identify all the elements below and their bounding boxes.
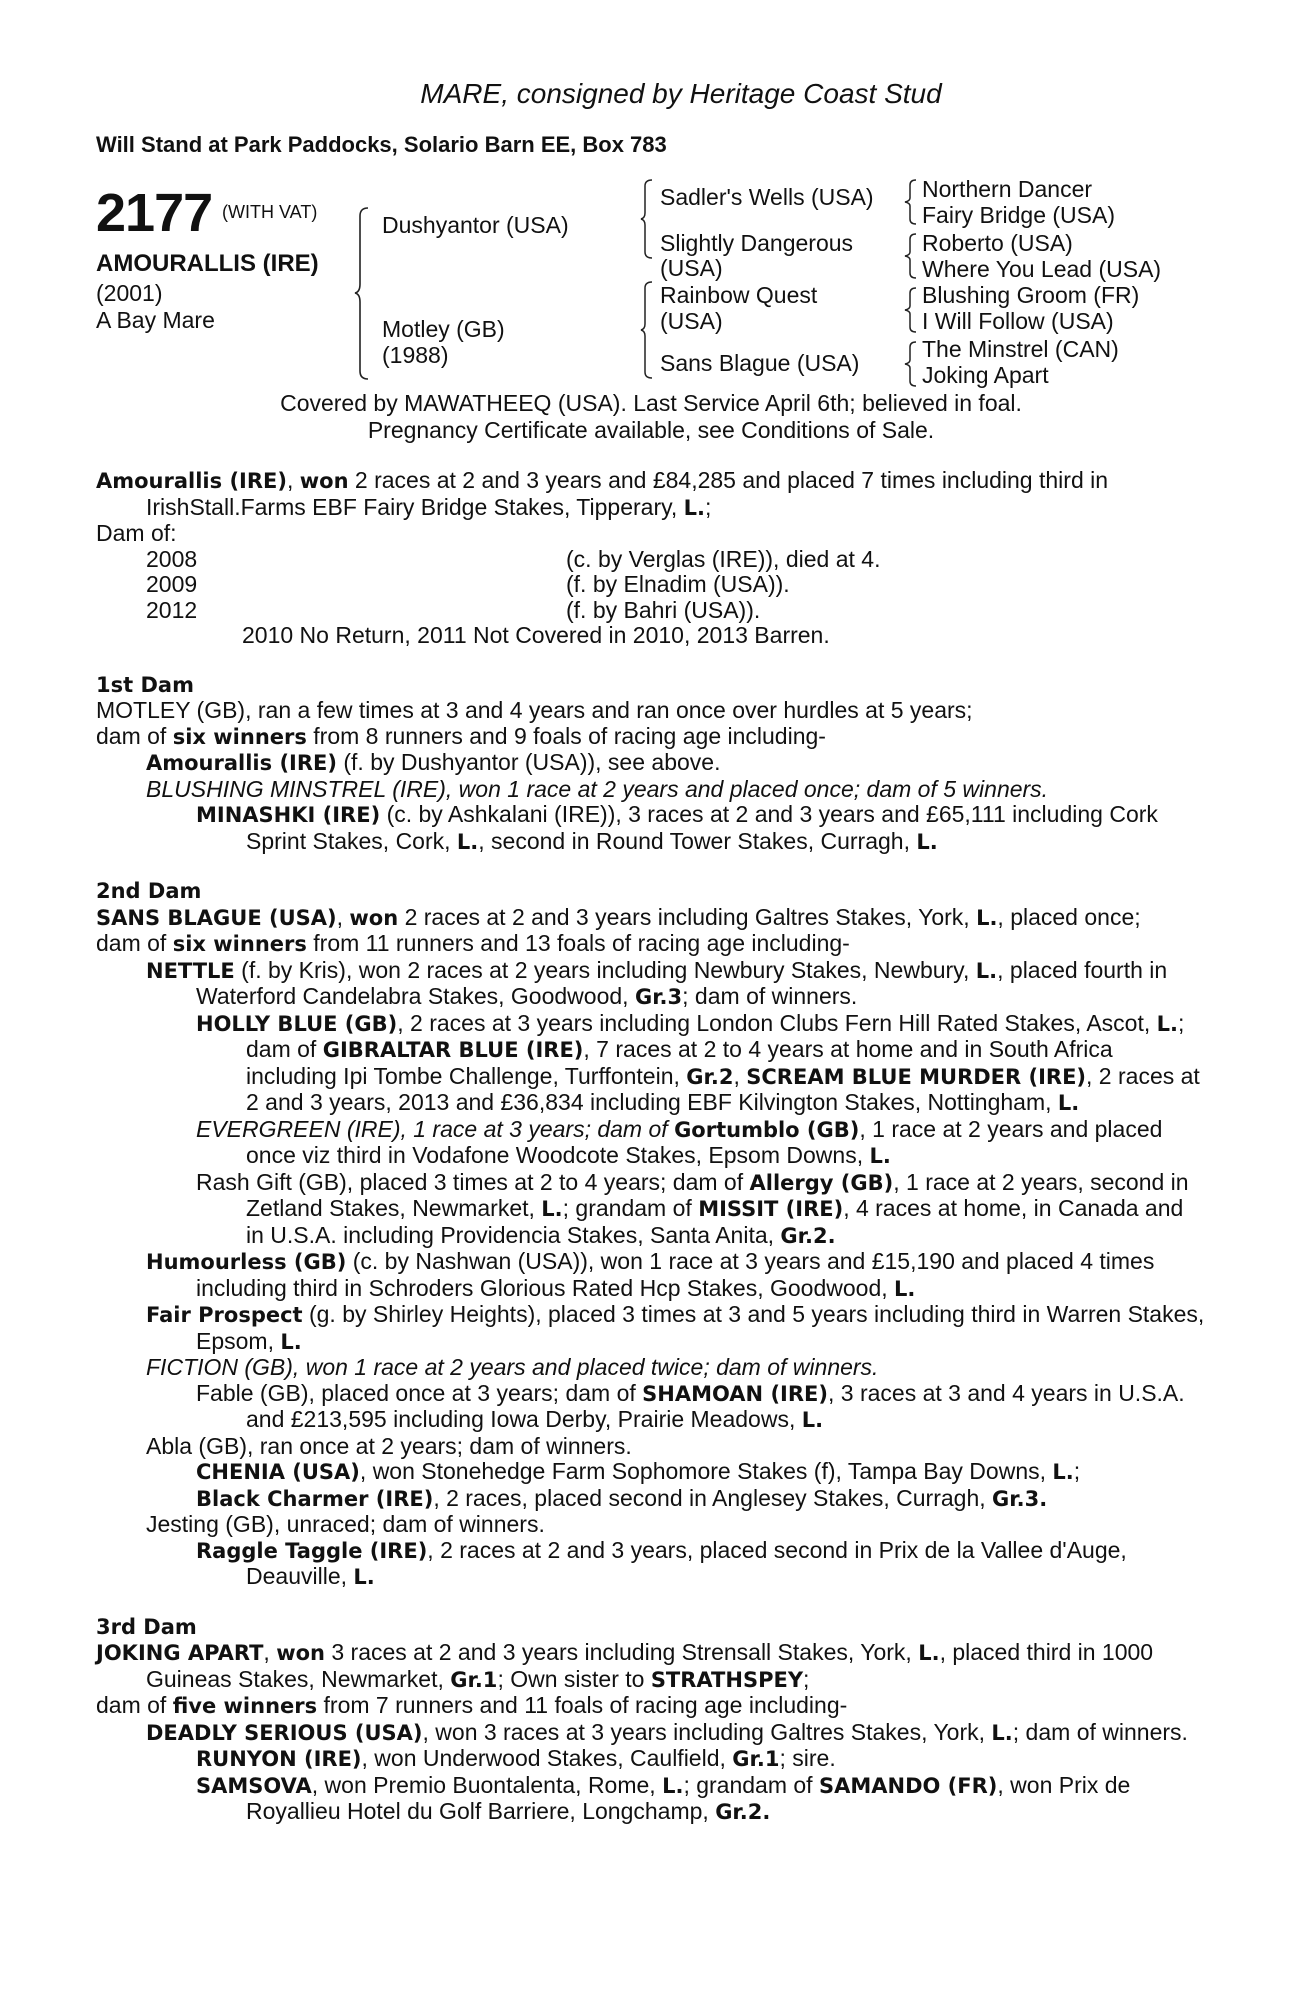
- produce-record: Amourallis (IRE), won 2 races at 2 and 3 years and £84,285 and placed 7 times including third in IrishStall.Farms EBF Fairy Bridge Stakes, Tipperary, L.;: [96, 467, 1109, 520]
- sire: Dushyantor (USA): [382, 212, 569, 238]
- ggs-2: Roberto (USA): [922, 230, 1073, 256]
- sire-sire: Sadler's Wells (USA): [660, 184, 874, 210]
- third-dam-produce: dam of five winners from 7 runners and 11 foals of racing age including-: [96, 1692, 848, 1718]
- second-dam-entry: Fair Prospect (g. by Shirley Heights), placed 3 times at 3 and 5 years including third in Warren Stakes, Epsom, L.: [146, 1301, 1205, 1354]
- third-dam-entry: RUNYON (IRE), won Underwood Stakes, Caulfield, Gr.1; sire.: [196, 1745, 836, 1771]
- pedigree-block: [96, 176, 1206, 446]
- pedigree-bracket-dam: [640, 280, 656, 380]
- ggs-1: Northern Dancer: [922, 176, 1093, 202]
- foal-row: 2012 (f. by Bahri (USA)).: [146, 596, 761, 623]
- first-dam-entry: BLUSHING MINSTREL (IRE), won 1 race at 2 years and placed once; dam of 5 winners.: [146, 775, 1049, 802]
- third-dam-heading: 3rd Dam: [96, 1614, 197, 1639]
- consignor-heading: MARE, consigned by Heritage Coast Stud: [420, 78, 942, 109]
- second-dam-entry: Humourless (GB) (c. by Nashwan (USA)), won 1 race at 3 years and £15,190 and placed 4 times including third in Schroders Glorious Rated Hcp Stakes, Goodwood, L.: [146, 1248, 1155, 1301]
- second-dam-line: SANS BLAGUE (USA), won 2 races at 2 and 3 years including Galtres Stakes, York, L., placed once;: [96, 903, 1141, 930]
- dam: Motley (GB): [382, 316, 505, 342]
- covered-line1: Covered by MAWATHEEQ (USA). Last Service April 6th; believed in foal.: [280, 390, 1022, 416]
- third-dam-line: JOKING APART, won 3 races at 2 and 3 years including Strensall Stakes, York, L., placed third in 1000 Guineas Stakes, Newmarket, Gr.1; Own sister to STRATHSPEY;: [96, 1639, 1154, 1692]
- horse-description: A Bay Mare: [96, 307, 215, 333]
- horse-year: (2001): [96, 280, 163, 306]
- first-dam-line: MOTLEY (GB), ran a few times at 3 and 4 years and ran once over hurdles at 5 years;: [96, 697, 973, 723]
- horse-name: AMOURALLIS (IRE): [96, 250, 319, 277]
- stand-location: Will Stand at Park Paddocks, Solario Barn EE, Box 783: [96, 132, 667, 157]
- first-dam-heading: 1st Dam: [96, 672, 194, 697]
- second-dam-produce: dam of six winners from 11 runners and 13 foals of racing age including-: [96, 930, 850, 956]
- dam-sire-line1: Rainbow Quest: [660, 282, 818, 308]
- ggs-3: Blushing Groom (FR): [922, 282, 1140, 308]
- ggd-1: Fairy Bridge (USA): [922, 202, 1115, 228]
- vat-note: (WITH VAT): [222, 202, 318, 222]
- sire-dam-line2: (USA): [660, 255, 723, 281]
- dam-sire-line2: (USA): [660, 308, 723, 334]
- second-dam-entry: Black Charmer (IRE), 2 races, placed second in Anglesey Stakes, Curragh, Gr.3.: [196, 1484, 1048, 1511]
- foal-row: 2009 (f. by Elnadim (USA)).: [146, 571, 790, 597]
- second-dam-entry: Fable (GB), placed once at 3 years; dam of SHAMOAN (IRE), 3 races at 3 and 4 years in U.S.A. and £213,595 including Iowa Derby, Prairie Meadows, L.: [196, 1379, 1185, 1432]
- dam-of-label: Dam of:: [96, 520, 177, 546]
- ggd-4: Joking Apart: [922, 362, 1049, 388]
- bracket-gg3: [904, 286, 920, 334]
- pedigree-bracket-main: [354, 206, 376, 381]
- first-dam-produce: dam of six winners from 8 runners and 9 foals of racing age including-: [96, 722, 826, 749]
- lot-number: 2177: [96, 183, 213, 243]
- second-dam-entry: CHENIA (USA), won Stonehedge Farm Sophomore Stakes (f), Tampa Bay Downs, L.;: [196, 1458, 1081, 1484]
- foal-row: 2008 (c. by Verglas (IRE)), died at 4.: [146, 545, 881, 572]
- second-dam-entry: Raggle Taggle (IRE), 2 races at 2 and 3 years, placed second in Prix de la Vallee d'Auge, Deauville, L.: [196, 1536, 1127, 1589]
- second-dam-entry: FICTION (GB), won 1 race at 2 years and placed twice; dam of winners.: [146, 1354, 879, 1380]
- second-dam-entry: EVERGREEN (IRE), 1 race at 3 years; dam of Gortumblo (GB), 1 race at 2 years and placed once viz third in Vodafone Woodcote Stakes, Epsom Downs, L.: [196, 1115, 1163, 1168]
- second-dam-entry: HOLLY BLUE (GB), 2 races at 3 years including London Clubs Fern Hill Rated Stakes, Ascot, L.; dam of GIBRALTAR BLUE (IRE), 7 races at 2 to 4 years at home and in South Africa including Ipi Tombe Challenge, Turffontein, Gr.2, SCREAM BLUE MURDER (IRE), 2 races at 2 and 3 years, 2013 and £36,834 including EBF Kilvington Stakes, Nottingham, L.: [196, 1009, 1200, 1115]
- first-dam-entry: Amourallis (IRE) (f. by Dushyantor (USA)), see above.: [146, 749, 721, 775]
- second-dam-entry: Rash Gift (GB), placed 3 times at 2 to 4 years; dam of Allergy (GB), 1 race at 2 years, second in Zetland Stakes, Newmarket, L.; grandam of MISSIT (IRE), 4 races at home, in Canada and in U.S.A. including Providencia Stakes, Santa Anita, Gr.2.: [196, 1168, 1189, 1248]
- second-dam-entry: Jesting (GB), unraced; dam of winners.: [146, 1511, 545, 1537]
- returns-note: 2010 No Return, 2011 Not Covered in 2010, 2013 Barren.: [242, 622, 830, 648]
- catalogue-page: [96, 78, 1206, 1826]
- second-dam-entry: Abla (GB), ran once at 2 years; dam of winners.: [146, 1432, 632, 1459]
- sire-dam-line1: Slightly Dangerous: [660, 230, 854, 256]
- pedigree-bracket-sire: [640, 178, 656, 260]
- bracket-gg4: [904, 340, 920, 388]
- ggd-2: Where You Lead (USA): [922, 256, 1162, 282]
- covered-line2: Pregnancy Certificate available, see Conditions of Sale.: [367, 417, 935, 443]
- dam-dam: Sans Blague (USA): [660, 350, 860, 376]
- second-dam-entry: NETTLE (f. by Kris), won 2 races at 2 years including Newbury Stakes, Newbury, L., placed fourth in Waterford Candelabra Stakes, Goodwood, Gr.3; dam of winners.: [146, 956, 1168, 1009]
- catalogue-body: [96, 468, 1206, 1826]
- first-dam-entry: MINASHKI (IRE) (c. by Ashkalani (IRE)), 3 races at 2 and 3 years and £65,111 including Cork Sprint Stakes, Cork, L., second in Round Tower Stakes, Curragh, L.: [196, 801, 1158, 854]
- second-dam-heading: 2nd Dam: [96, 879, 202, 903]
- bracket-gg2: [904, 232, 920, 280]
- ggs-4: The Minstrel (CAN): [922, 336, 1119, 362]
- third-dam-entry: SAMSOVA, won Premio Buontalenta, Rome, L.; grandam of SAMANDO (FR), won Prix de Royallieu Hotel du Golf Barriere, Longchamp, Gr.2.: [196, 1771, 1131, 1824]
- ggd-3: I Will Follow (USA): [922, 308, 1114, 334]
- third-dam-entry: DEADLY SERIOUS (USA), won 3 races at 3 years including Galtres Stakes, York, L.; dam of winners.: [146, 1718, 1188, 1745]
- dam-year: (1988): [382, 342, 449, 368]
- bracket-gg1: [904, 178, 920, 226]
